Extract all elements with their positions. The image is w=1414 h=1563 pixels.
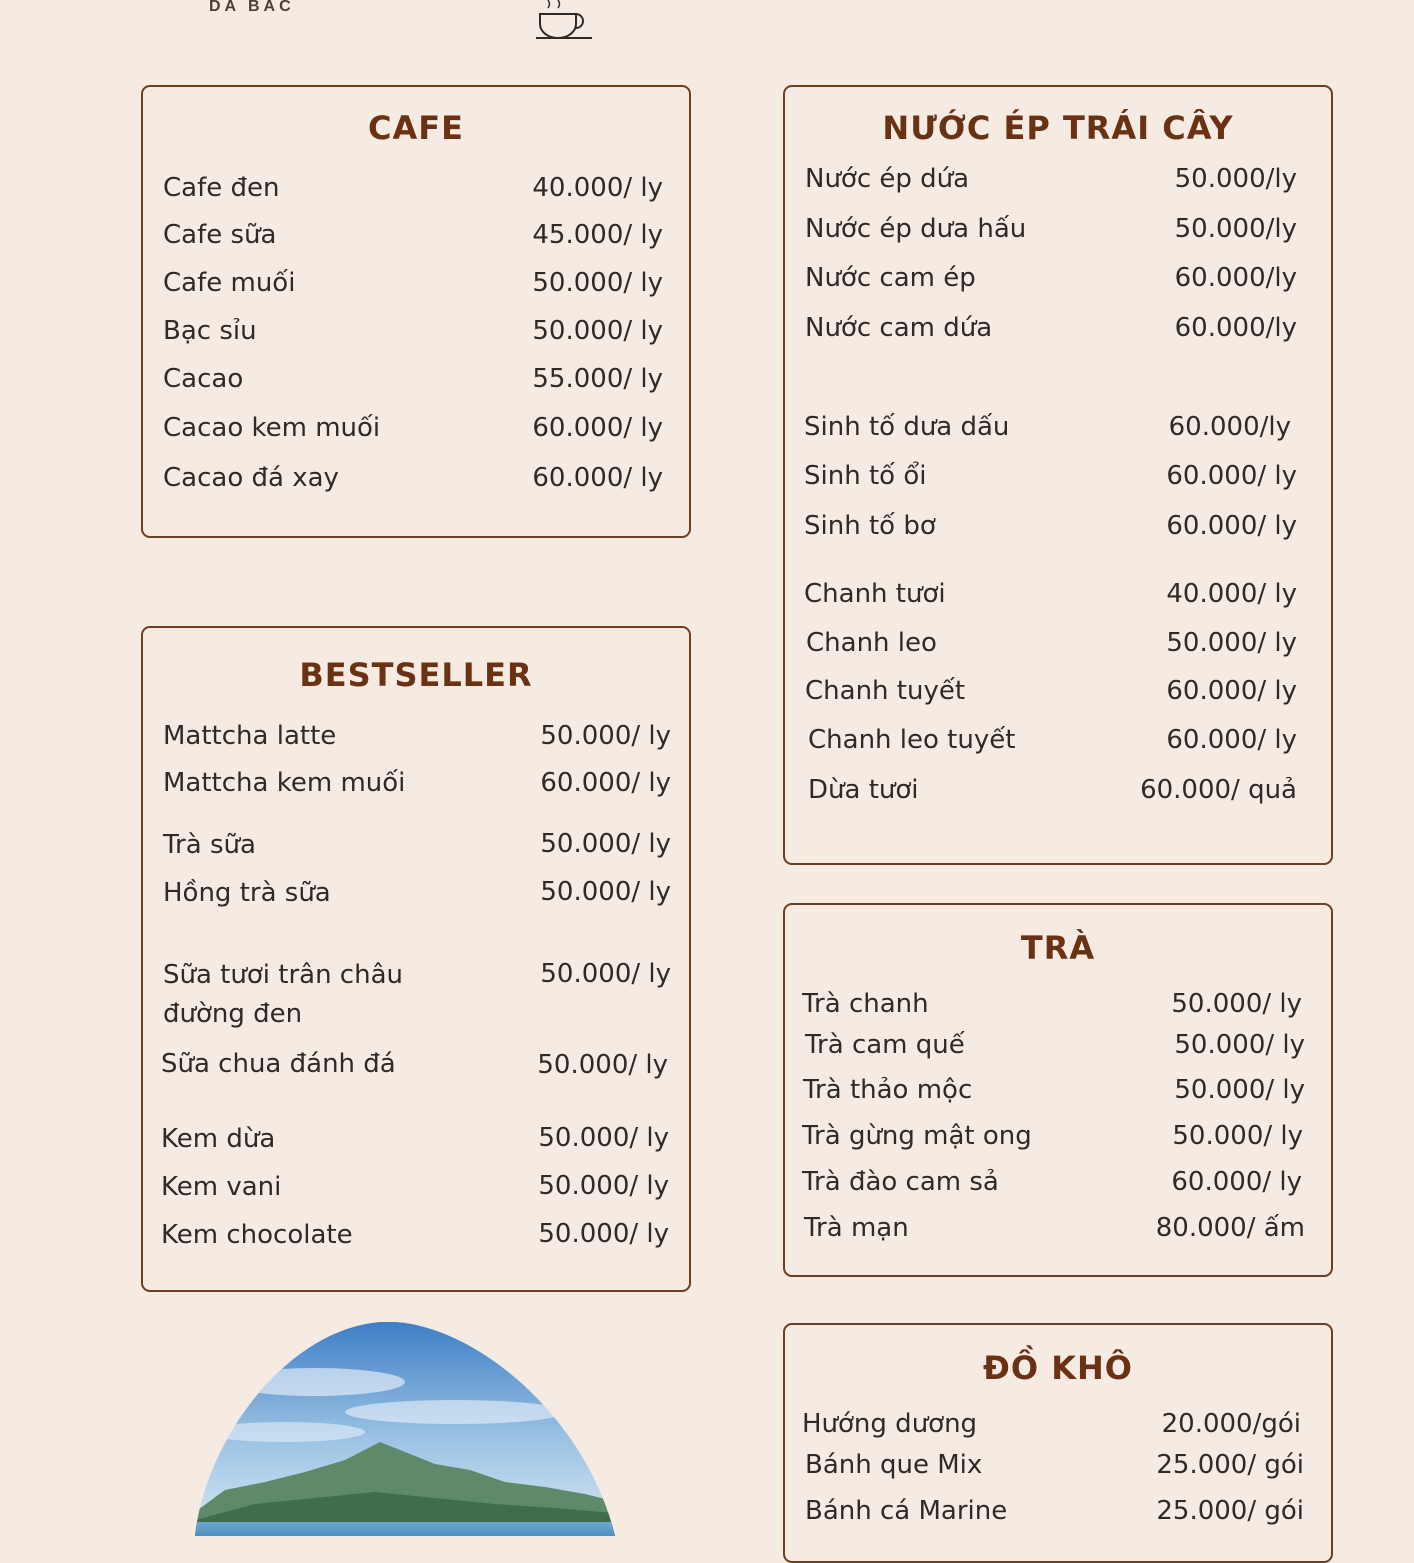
menu-item-name: Trà mạn <box>804 1213 909 1243</box>
menu-item-name: Kem chocolate <box>161 1220 353 1250</box>
menu-item-price: 50.000/ ly <box>537 1050 668 1080</box>
menu-item-name: Mattcha kem muối <box>163 768 406 798</box>
menu-item-name: Cacao kem muối <box>163 413 381 443</box>
menu-item-name: Trà gừng mật ong <box>802 1121 1032 1151</box>
cafe-section <box>141 85 691 538</box>
bestseller-section <box>141 626 691 1292</box>
menu-item-price: 50.000/ ly <box>532 268 663 298</box>
menu-item-price: 60.000/ quả <box>1140 775 1297 805</box>
menu-item-name: Nước ép dứa <box>805 164 970 194</box>
menu-item-name: Nước cam ép <box>805 263 976 293</box>
menu-item-name: Nước ép dưa hấu <box>805 214 1027 244</box>
menu-item-name: Cafe muối <box>163 268 296 298</box>
menu-item-price: 50.000/ ly <box>1174 1030 1305 1060</box>
menu-item-name: Trà sữa <box>163 830 256 860</box>
menu-item-name: Cacao đá xay <box>163 463 339 493</box>
lake-landscape-photo <box>195 1322 625 1536</box>
menu-item-name: Sữa chua đánh đá <box>161 1049 396 1079</box>
menu-item-price: 60.000/ ly <box>532 463 663 493</box>
menu-item-name: Chanh tuyết <box>805 676 966 706</box>
menu-item-name: Cafe sữa <box>163 220 277 250</box>
section-title: ĐỒ KHÔ <box>983 1349 1133 1387</box>
menu-item-name: Sinh tố dưa dấu <box>804 412 1010 442</box>
menu-item-price: 60.000/ ly <box>540 768 671 798</box>
brand-name: DA BAC <box>209 0 295 15</box>
menu-item-price: 20.000/gói <box>1161 1409 1301 1439</box>
menu-item-price: 50.000/ ly <box>538 1171 669 1201</box>
menu-item-name: Kem vani <box>161 1172 282 1202</box>
menu-item-price: 25.000/ gói <box>1156 1496 1304 1526</box>
menu-item-price: 80.000/ ấm <box>1155 1213 1305 1243</box>
menu-item-name: Trà thảo mộc <box>803 1075 973 1105</box>
menu-item-price: 50.000/ ly <box>540 829 671 859</box>
menu-item-price: 55.000/ ly <box>532 364 663 394</box>
menu-item-price: 60.000/ ly <box>1166 511 1297 541</box>
menu-item-name: Cafe đen <box>163 173 280 203</box>
section-title: TRÀ <box>1020 929 1096 967</box>
menu-item-name: Nước cam dứa <box>805 313 993 343</box>
menu-item-price: 50.000/ly <box>1174 214 1297 244</box>
menu-item-price: 50.000/ ly <box>532 316 663 346</box>
menu-item-name: Chanh tươi <box>804 579 946 609</box>
menu-item-price: 25.000/ gói <box>1156 1450 1304 1480</box>
section-title: CAFE <box>368 109 464 147</box>
menu-item-price: 50.000/ ly <box>538 1123 669 1153</box>
menu-item-name: Sinh tố bơ <box>804 511 936 541</box>
section-title: BESTSELLER <box>299 656 533 694</box>
menu-item-name-line2: đường đen <box>163 999 303 1029</box>
menu-item-price: 50.000/ ly <box>1171 989 1302 1019</box>
menu-item-name: Bánh que Mix <box>805 1450 983 1480</box>
section-title: NƯỚC ÉP TRÁI CÂY <box>882 109 1234 147</box>
menu-item-price: 50.000/ ly <box>1174 1075 1305 1105</box>
menu-item-price: 60.000/ ly <box>1166 725 1297 755</box>
menu-item-name: Cacao <box>163 364 244 394</box>
menu-item-name: Kem dừa <box>161 1124 276 1154</box>
menu-item-price: 50.000/ ly <box>540 877 671 907</box>
menu-item-name: Trà cam quế <box>805 1030 965 1060</box>
menu-item-name: Hồng trà sữa <box>163 878 331 908</box>
menu-item-name: Trà đào cam sả <box>802 1167 999 1197</box>
tea-section <box>783 903 1333 1277</box>
menu-item-name: Bánh cá Marine <box>805 1496 1008 1526</box>
menu-item-price: 50.000/ ly <box>540 959 671 989</box>
menu-item-price: 60.000/ ly <box>1166 676 1297 706</box>
menu-item-price: 60.000/ ly <box>1166 461 1297 491</box>
menu-item-name: Chanh leo <box>806 628 937 658</box>
menu-item-name: Sinh tố ổi <box>804 461 927 491</box>
menu-item-price: 60.000/ly <box>1174 263 1297 293</box>
juice-section <box>783 85 1333 865</box>
menu-item-price: 40.000/ ly <box>1166 579 1297 609</box>
menu-item-name: Chanh leo tuyết <box>808 725 1016 755</box>
menu-item-price: 40.000/ ly <box>532 173 663 203</box>
menu-item-price: 50.000/ ly <box>1166 628 1297 658</box>
menu-item-price: 50.000/ ly <box>1172 1121 1303 1151</box>
menu-item-price: 50.000/ly <box>1174 164 1297 194</box>
menu-item-name: Sữa tươi trân châu <box>163 960 403 990</box>
menu-item-name: Mattcha latte <box>163 721 337 751</box>
menu-item-price: 60.000/ ly <box>1171 1167 1302 1197</box>
coffee-cup-icon <box>530 0 596 44</box>
dry-snacks-section <box>783 1323 1333 1563</box>
menu-item-price: 60.000/ ly <box>532 413 663 443</box>
menu-item-price: 45.000/ ly <box>532 220 663 250</box>
menu-item-name: Dừa tươi <box>808 775 919 805</box>
menu-item-price: 50.000/ ly <box>538 1219 669 1249</box>
menu-item-price: 50.000/ ly <box>540 721 671 751</box>
menu-item-price: 60.000/ly <box>1168 412 1291 442</box>
menu-item-price: 60.000/ly <box>1174 313 1297 343</box>
menu-item-name: Bạc sỉu <box>163 316 257 346</box>
menu-item-name: Trà chanh <box>802 989 929 1019</box>
menu-item-name: Hướng dương <box>802 1409 978 1439</box>
